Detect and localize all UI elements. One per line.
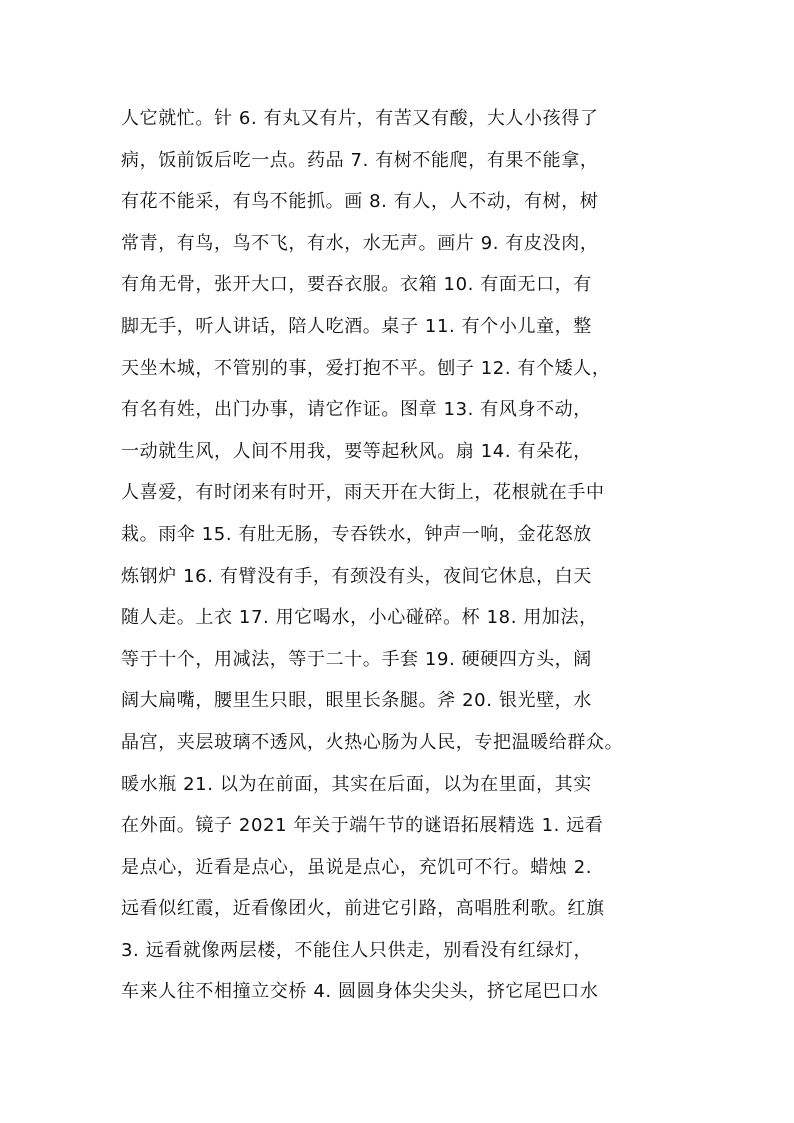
text-line: 远看似红霞，近看像团火，前进它引路，高唱胜利歌。红旗 (121, 898, 605, 920)
text-line: 车来人往不相撞立交桥 4. 圆圆身体尖尖头，挤它尾巴口水 (121, 981, 599, 1003)
text-line: 天坐木城，不管别的事，爱打抱不平。刨子 12. 有个矮人， (121, 357, 611, 379)
text-line: 阔大扁嘴，腰里生只眼，眼里长条腿。斧 20. 银光壁，水 (121, 690, 592, 712)
text-line: 炼钢炉 16. 有臂没有手，有颈没有头，夜间它休息，白天 (121, 565, 592, 587)
text-line: 等于十个，用减法，等于二十。手套 19. 硬硬四方头，阔 (121, 648, 592, 670)
text-line: 在外面。镜子 2021 年关于端午节的谜语拓展精选 1. 远看 (121, 815, 604, 837)
text-line: 有花不能采，有鸟不能抓。画 8. 有人，人不动，有树，树 (121, 191, 599, 213)
text-line: 有名有姓，出门办事，请它作证。图章 13. 有风身不动， (121, 399, 592, 421)
text-line: 一动就生风，人间不用我，要等起秋风。扇 14. 有朵花， (121, 440, 592, 462)
text-line: 有角无骨，张开大口，要吞衣服。衣箱 10. 有面无口，有 (121, 274, 592, 296)
text-line: 暖水瓶 21. 以为在前面，其实在后面，以为在里面，其实 (121, 773, 592, 795)
text-line: 3. 远看就像两层楼，不能住人只供走，别看没有红绿灯， (121, 939, 593, 961)
text-line: 晶宫，夹层玻璃不透风，火热心肠为人民，专把温暖给群众。 (121, 731, 624, 753)
body-text (121, 98, 691, 1013)
text-line: 人喜爱，有时闭来有时开，雨天开在大街上，花根就在手中 (121, 482, 605, 504)
text-line: 随人走。上衣 17. 用它喝水，小心碰碎。杯 18. 用加法， (121, 607, 598, 629)
text-line: 病，饭前饭后吃一点。药品 7. 有树不能爬，有果不能拿， (121, 149, 599, 171)
text-line: 栽。雨伞 15. 有肚无肠，专吞铁水，钟声一响，金花怒放 (121, 523, 592, 545)
text-line: 常青，有鸟，鸟不飞，有水，水无声。画片 9. 有皮没肉， (121, 232, 599, 254)
text-line: 脚无手，听人讲话，陪人吃酒。桌子 11. 有个小儿童，整 (121, 315, 592, 337)
text-line: 人它就忙。针 6. 有丸又有片，有苦又有酸，大人小孩得了 (121, 108, 599, 129)
text-line: 是点心，近看是点心，虽说是点心，充饥可不行。蜡烛 2. (121, 856, 593, 878)
